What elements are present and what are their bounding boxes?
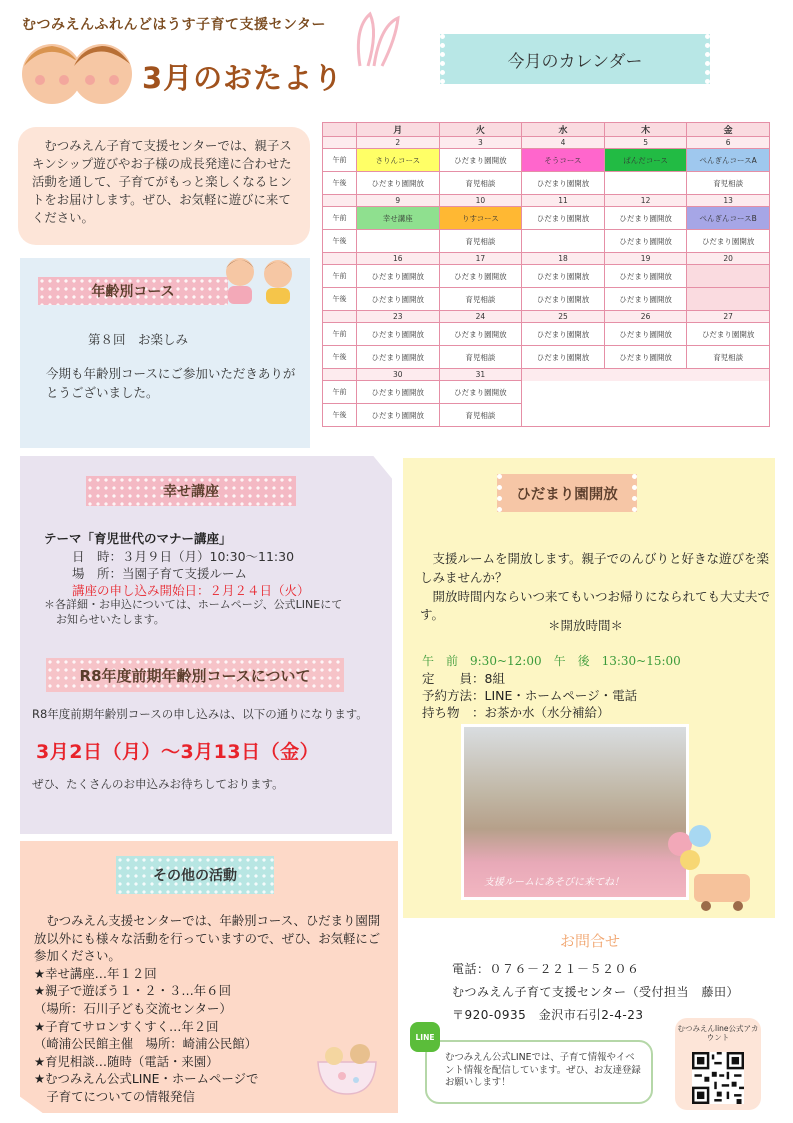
calendar-date: 9 bbox=[357, 195, 440, 207]
calendar-event: ひだまり園開放 bbox=[522, 323, 605, 346]
calendar-date-row bbox=[323, 195, 770, 207]
calendar-weekday: 水 bbox=[522, 123, 605, 137]
calendar-date: 16 bbox=[357, 253, 440, 265]
calendar-event: 育児相談 bbox=[439, 230, 522, 253]
calendar-event: ひだまり園開放 bbox=[357, 265, 440, 288]
calendar-empty bbox=[687, 369, 770, 381]
calendar-event: ぱんだコース bbox=[604, 149, 687, 172]
calendar-date: 5 bbox=[604, 137, 687, 149]
activity-item: （崎浦公民館主催 場所：崎浦公民館） bbox=[34, 1036, 258, 1052]
teacup-animals-illustration bbox=[312, 1032, 386, 1098]
line-app-icon[interactable]: LINE bbox=[410, 1022, 440, 1052]
activity-item: ★むつみえん公式LINE・ホームページで bbox=[34, 1071, 259, 1087]
calendar-pm-label: 午後 bbox=[323, 404, 357, 427]
calendar-date: 18 bbox=[522, 253, 605, 265]
photo-caption: 支援ルームにあそびに来てね！ bbox=[484, 877, 624, 888]
lecture-apply-start: 講座の申し込み開始日：２月２４日（火） bbox=[72, 583, 310, 598]
calendar-weekday: 火 bbox=[439, 123, 522, 137]
calendar-date-row bbox=[323, 137, 770, 149]
calendar-event: ひだまり園開放 bbox=[522, 172, 605, 195]
calendar-event: ひだまり園開放 bbox=[687, 323, 770, 346]
calendar-date: 27 bbox=[687, 311, 770, 323]
calendar-am-label: 午前 bbox=[323, 265, 357, 288]
toy-balloons-illustration bbox=[660, 822, 760, 912]
calendar-date: 3 bbox=[439, 137, 522, 149]
calendar-event bbox=[357, 230, 440, 253]
r8-application-dates: 3月2日（月）～3月13日（金） bbox=[36, 741, 320, 763]
hours-title: ＊開放時間＊ bbox=[548, 618, 624, 633]
calendar-date: 26 bbox=[604, 311, 687, 323]
calendar-event: ひだまり園開放 bbox=[604, 207, 687, 230]
calendar-am-row bbox=[323, 149, 770, 172]
calendar-date: 12 bbox=[604, 195, 687, 207]
kids-illustration bbox=[214, 252, 306, 306]
calendar-event: ひだまり園開放 bbox=[522, 207, 605, 230]
center-name: むつみえんふれんどはうす子育て支援センター bbox=[22, 17, 326, 33]
monthly-calendar bbox=[322, 122, 770, 427]
calendar-empty bbox=[687, 381, 770, 404]
hidamari-description bbox=[420, 550, 770, 625]
calendar-event: ひだまり園開放 bbox=[522, 265, 605, 288]
activity-item: ★子育てサロンすくすく…年２回 bbox=[34, 1018, 219, 1034]
happy-lecture-banner: 幸せ講座 bbox=[86, 476, 296, 506]
calendar-event: 幸せ講座 bbox=[357, 207, 440, 230]
calendar-am-label: 午前 bbox=[323, 149, 357, 172]
calendar-weekday-row bbox=[323, 123, 770, 137]
calendar-event: 育児相談 bbox=[687, 172, 770, 195]
age-course-thanks: 今期も年齢別コースにご参加いただきありがとうございました。 bbox=[46, 366, 296, 401]
contact-title: お問合せ bbox=[560, 932, 621, 950]
calendar-date: 30 bbox=[357, 369, 440, 381]
calendar-event: ひだまり園開放 bbox=[687, 230, 770, 253]
activity-item: ★幸せ講座…年１２回 bbox=[34, 965, 157, 981]
opening-hours: 午 前 9:30~12:00 午 後 13:30~15:00 bbox=[422, 654, 681, 668]
calendar-am-row bbox=[323, 381, 770, 404]
other-activities-intro: むつみえん支援センターでは、年齢別コース、ひだまり園開放以外にも様々な活動を行っていますので、ぜひ、お気軽にご参加ください。 bbox=[34, 913, 381, 964]
calendar-empty bbox=[604, 381, 687, 404]
calendar-event: ひだまり園開放 bbox=[439, 323, 522, 346]
calendar-date: 17 bbox=[439, 253, 522, 265]
calendar-corner bbox=[323, 195, 357, 207]
calendar-event: 育児相談 bbox=[439, 346, 522, 369]
calendar-weekday: 木 bbox=[604, 123, 687, 137]
calendar-event bbox=[522, 230, 605, 253]
calendar-date: 25 bbox=[522, 311, 605, 323]
reservation-method: 予約方法：LINE・ホームページ・電話 bbox=[422, 688, 638, 703]
calendar-event: りすコース bbox=[439, 207, 522, 230]
calendar-event: 育児相談 bbox=[439, 172, 522, 195]
calendar-event: ひだまり園開放 bbox=[604, 288, 687, 311]
calendar-weekday: 金 bbox=[687, 123, 770, 137]
calendar-event: ぺんぎんコースB bbox=[687, 207, 770, 230]
calendar-date: 23 bbox=[357, 311, 440, 323]
calendar-date: 31 bbox=[439, 369, 522, 381]
calendar-empty bbox=[522, 404, 605, 427]
calendar-pm-label: 午後 bbox=[323, 346, 357, 369]
r8-course-banner: R8年度前期年齢別コースについて bbox=[46, 658, 344, 692]
r8-closing: ぜひ、たくさんのお申込みお待ちしております。 bbox=[32, 777, 284, 791]
children-faces-illustration bbox=[18, 36, 136, 106]
calendar-event: ひだまり園開放 bbox=[522, 346, 605, 369]
calendar-event: さりんコース bbox=[357, 149, 440, 172]
line-info-box: むつみえん公式LINEでは、子育て情報やイベント情報を配信しています。ぜひ、お友達登録お願いします！ bbox=[425, 1040, 653, 1104]
calendar-am-row bbox=[323, 323, 770, 346]
newsletter-title: 3月のおたより bbox=[142, 61, 344, 95]
capacity: 定 員：8組 bbox=[422, 671, 505, 686]
calendar-event: ひだまり園開放 bbox=[357, 381, 440, 404]
hidamari-text-2: 開放時間内ならいつ来てもいつお帰りになられても大丈夫です。 bbox=[420, 588, 771, 623]
calendar-event: そうコース bbox=[522, 149, 605, 172]
calendar-date: 10 bbox=[439, 195, 522, 207]
calendar-event: 育児相談 bbox=[687, 346, 770, 369]
qr-code-icon[interactable] bbox=[692, 1052, 744, 1104]
bunny-ears-decoration bbox=[352, 8, 402, 70]
calendar-am-row bbox=[323, 265, 770, 288]
calendar-date: 2 bbox=[357, 137, 440, 149]
contact-phone: 電話：０７６－２２１－５２０６ bbox=[452, 962, 640, 976]
calendar-am-label: 午前 bbox=[323, 381, 357, 404]
age-course-banner: 年齢別コース bbox=[38, 277, 228, 305]
calendar-date: 19 bbox=[604, 253, 687, 265]
activity-item: ★育児相談…随時（電話・来園） bbox=[34, 1053, 219, 1069]
calendar-banner: 今月のカレンダー bbox=[440, 34, 710, 84]
hidamari-banner: ひだまり園開放 bbox=[497, 474, 637, 512]
calendar-weekday: 月 bbox=[357, 123, 440, 137]
qr-label: むつみえんline公式アカウント bbox=[677, 1024, 759, 1043]
calendar-event bbox=[604, 172, 687, 195]
calendar-event: ひだまり園開放 bbox=[522, 288, 605, 311]
calendar-event: ひだまり園開放 bbox=[604, 346, 687, 369]
activity-item: ★親子で遊ぼう１・２・３…年６回 bbox=[34, 983, 231, 999]
calendar-pm-row bbox=[323, 172, 770, 195]
r8-course-text: R8年度前期年齢別コースの申し込みは、以下の通りになります。 bbox=[32, 707, 368, 721]
calendar-event: 育児相談 bbox=[439, 288, 522, 311]
belongings: 持ち物 ：お茶か水（水分補給） bbox=[422, 705, 610, 720]
lecture-note-1: ＊各詳細・お申込については、ホームページ、公式LINEにて bbox=[44, 598, 343, 611]
calendar-pm-row bbox=[323, 230, 770, 253]
activity-item: 子育てについての情報発信 bbox=[34, 1089, 195, 1105]
calendar-am-label: 午前 bbox=[323, 323, 357, 346]
calendar-event bbox=[687, 288, 770, 311]
calendar-empty bbox=[687, 404, 770, 427]
calendar-pm-row bbox=[323, 346, 770, 369]
contact-address: 〒920-0935 金沢市石引2-4-23 bbox=[452, 1008, 644, 1022]
calendar-date: 4 bbox=[522, 137, 605, 149]
calendar-event: ひだまり園開放 bbox=[604, 323, 687, 346]
calendar-date: 11 bbox=[522, 195, 605, 207]
calendar-empty bbox=[522, 381, 605, 404]
age-course-session: 第８回 お楽しみ bbox=[88, 332, 189, 347]
lecture-place: 場 所：当園子育て支援ルーム bbox=[72, 566, 248, 581]
calendar-corner bbox=[323, 123, 357, 137]
calendar-event: ひだまり園開放 bbox=[357, 323, 440, 346]
calendar-date: 6 bbox=[687, 137, 770, 149]
calendar-pm-row bbox=[323, 404, 770, 427]
calendar-event: ひだまり園開放 bbox=[439, 265, 522, 288]
calendar-event: ひだまり園開放 bbox=[357, 288, 440, 311]
calendar-date-row bbox=[323, 311, 770, 323]
calendar-date: 24 bbox=[439, 311, 522, 323]
calendar-event: ぺんぎんコースA bbox=[687, 149, 770, 172]
calendar-corner bbox=[323, 253, 357, 265]
calendar-am-label: 午前 bbox=[323, 207, 357, 230]
calendar-event: ひだまり園開放 bbox=[357, 172, 440, 195]
calendar-event: ひだまり園開放 bbox=[604, 265, 687, 288]
activity-item: （場所：石川子ども交流センター） bbox=[34, 1001, 232, 1017]
calendar-pm-label: 午後 bbox=[323, 288, 357, 311]
calendar-corner bbox=[323, 369, 357, 381]
calendar-corner bbox=[323, 137, 357, 149]
lecture-theme: テーマ「育児世代のマナー講座」 bbox=[44, 531, 232, 546]
calendar-pm-label: 午後 bbox=[323, 230, 357, 253]
calendar-am-row bbox=[323, 207, 770, 230]
calendar-event: ひだまり園開放 bbox=[439, 381, 522, 404]
intro-text: むつみえん子育て支援センターでは、親子スキンシップ遊びやお子様の成長発達に合わせた活動を通して、子育てがもっと楽しくなるヒントをお届けします。ぜひ、お気軽に遊びに来てください。 bbox=[18, 127, 310, 245]
calendar-pm-label: 午後 bbox=[323, 172, 357, 195]
calendar-event: ひだまり園開放 bbox=[357, 346, 440, 369]
other-activities-banner: その他の活動 bbox=[116, 856, 274, 894]
calendar-empty bbox=[522, 369, 605, 381]
lecture-note-2: お知らせいたします。 bbox=[56, 613, 165, 626]
calendar-event bbox=[687, 265, 770, 288]
calendar-date-row bbox=[323, 253, 770, 265]
contact-organization: むつみえん子育て支援センター（受付担当 藤田） bbox=[452, 985, 740, 999]
calendar-corner bbox=[323, 311, 357, 323]
calendar-event: ひだまり園開放 bbox=[357, 404, 440, 427]
calendar-event: 育児相談 bbox=[439, 404, 522, 427]
calendar-date: 20 bbox=[687, 253, 770, 265]
playroom-photo bbox=[461, 724, 689, 900]
calendar-empty bbox=[604, 369, 687, 381]
calendar-date-row bbox=[323, 369, 770, 381]
calendar-empty bbox=[604, 404, 687, 427]
calendar-date: 13 bbox=[687, 195, 770, 207]
lecture-date: 日 時：３月９日（月）10:30～11:30 bbox=[72, 549, 295, 564]
calendar-event: ひだまり園開放 bbox=[439, 149, 522, 172]
hidamari-text-1: 支援ルームを開放します。親子でのんびりと好きな遊びを楽しみませんか？ bbox=[420, 551, 770, 585]
calendar-event: ひだまり園開放 bbox=[604, 230, 687, 253]
calendar-pm-row bbox=[323, 288, 770, 311]
